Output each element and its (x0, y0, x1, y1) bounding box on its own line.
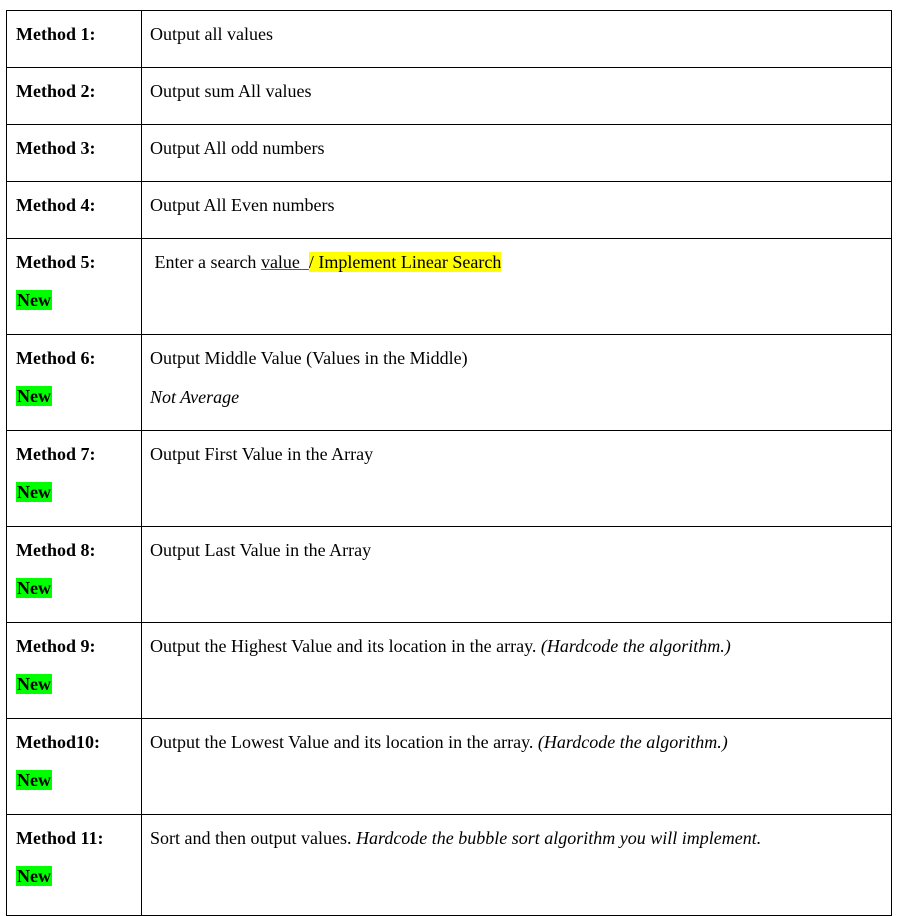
method-description (150, 731, 891, 753)
description-cell (142, 623, 892, 719)
method-description: Output all values (150, 24, 273, 44)
table-row (7, 623, 892, 719)
method-description: Output Middle Value (Values in the Middle) (150, 348, 468, 368)
new-badge: New (17, 482, 51, 502)
description-cell (142, 719, 892, 815)
label-cell (7, 239, 142, 335)
method-label: Method 5: (16, 252, 96, 272)
table-row (7, 68, 892, 125)
new-badge: New (17, 674, 51, 694)
description-cell (142, 239, 892, 335)
method-description: Output All odd numbers (150, 138, 325, 158)
label-cell (7, 719, 142, 815)
table-row (7, 527, 892, 623)
method-description (150, 635, 891, 657)
new-badge: New (17, 770, 51, 790)
description-cell (142, 815, 892, 916)
label-cell (7, 815, 142, 916)
method-description (150, 251, 891, 273)
table-row (7, 182, 892, 239)
table-row (7, 239, 892, 335)
method-description: Output All Even numbers (150, 195, 335, 215)
label-cell (7, 335, 142, 431)
label-cell (7, 431, 142, 527)
label-cell (7, 527, 142, 623)
label-cell (7, 182, 142, 239)
method-label: Method10: (16, 732, 100, 752)
method-description: Output Last Value in the Array (150, 540, 372, 560)
table-row (7, 431, 892, 527)
method-label: Method 4: (16, 195, 96, 215)
new-badge: New (17, 866, 51, 886)
method-note: Not Average (150, 387, 240, 407)
method-label: Method 1: (16, 24, 96, 44)
description-cell (142, 335, 892, 431)
description-note: Hardcode the bubble sort algorithm you will implement. (355, 828, 762, 848)
description-prefix: Enter a search (150, 252, 261, 272)
new-badge: New (17, 578, 51, 598)
method-label: Method 2: (16, 81, 96, 101)
label-cell (7, 125, 142, 182)
highlighted-text: / Implement Linear Search (308, 252, 502, 272)
new-badge: New (17, 290, 51, 310)
description-cell (142, 68, 892, 125)
description-note: (Hardcode the algorithm.) (537, 732, 728, 752)
method-label: Method 11: (16, 828, 104, 848)
table-row (7, 11, 892, 68)
description-main: Output the Lowest Value and its location in the array. (150, 732, 538, 752)
description-main: Sort and then output values. (150, 828, 356, 848)
label-cell (7, 11, 142, 68)
method-label: Method 7: (16, 444, 96, 464)
underlined-text: value (260, 252, 309, 272)
table-row (7, 719, 892, 815)
table-row (7, 125, 892, 182)
method-label: Method 8: (16, 540, 96, 560)
description-note: (Hardcode the algorithm.) (540, 636, 731, 656)
method-label: Method 9: (16, 636, 96, 656)
method-description: Output First Value in the Array (150, 444, 374, 464)
description-cell (142, 527, 892, 623)
label-cell (7, 623, 142, 719)
description-cell (142, 431, 892, 527)
method-label: Method 3: (16, 138, 96, 158)
table-row (7, 815, 892, 916)
method-label: Method 6: (16, 348, 96, 368)
description-cell (142, 125, 892, 182)
label-cell (7, 68, 142, 125)
description-cell (142, 182, 892, 239)
new-badge: New (17, 386, 51, 406)
method-description: Output sum All values (150, 81, 312, 101)
table-row (7, 335, 892, 431)
method-description (150, 827, 891, 849)
methods-table (6, 10, 892, 916)
description-main: Output the Highest Value and its location in the array. (150, 636, 541, 656)
description-cell (142, 11, 892, 68)
